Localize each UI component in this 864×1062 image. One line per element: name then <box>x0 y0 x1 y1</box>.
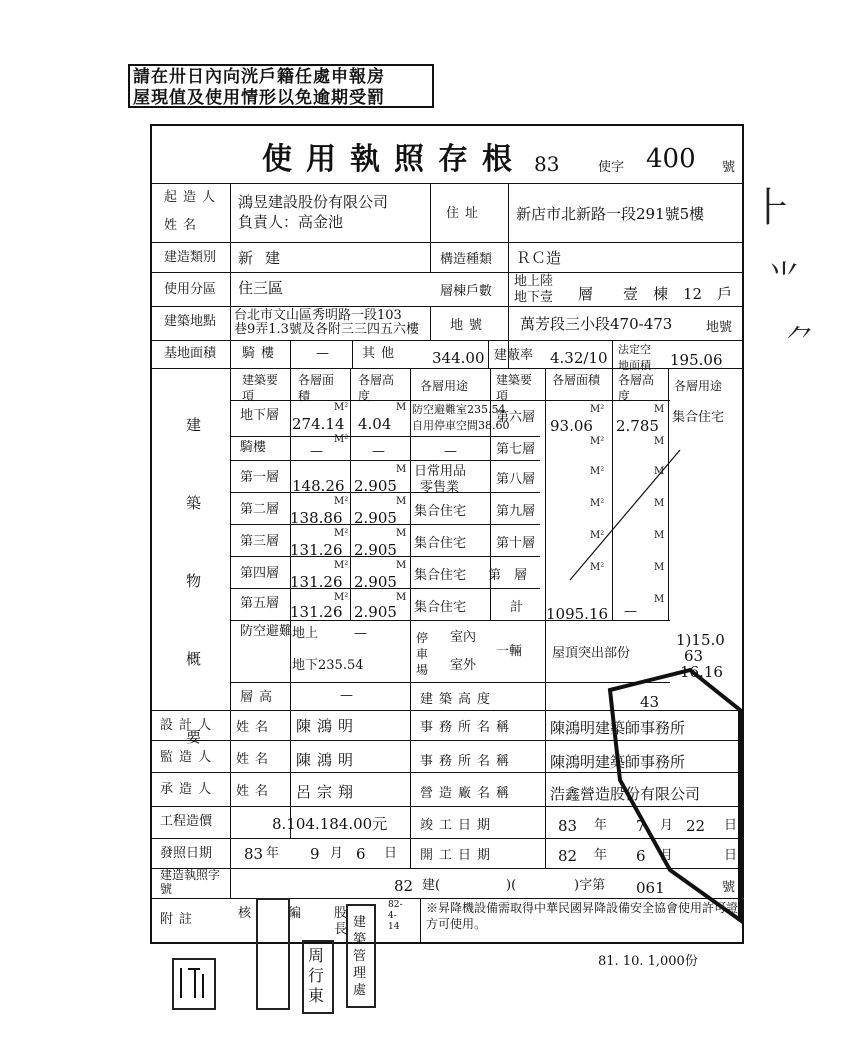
open-area-value: 195.06 <box>670 351 723 369</box>
floor-name: 第十層 <box>496 536 536 551</box>
builder-name-label: 姓名 <box>164 218 203 233</box>
col-use-header: 各層用途 <box>420 379 469 393</box>
year-char: 年 <box>594 848 608 863</box>
unit-m2: M² <box>590 404 605 415</box>
unit-m: M <box>396 592 407 603</box>
builder-label: 起造人 <box>164 190 222 205</box>
completion-label: 竣工日期 <box>420 818 497 833</box>
floor-height: 2.785 <box>616 417 659 435</box>
floor-name: 第七層 <box>496 442 536 457</box>
grid-line <box>420 898 421 942</box>
unit-m2: M² <box>334 560 349 571</box>
roof-value-3: 16.16 <box>680 663 723 681</box>
edge-mark: ⺌ <box>768 258 801 296</box>
supervisor-office-label: 事務所名稱 <box>420 754 516 769</box>
floors-above: 地上陸 <box>514 274 554 289</box>
completion-day: 22 <box>686 817 706 835</box>
grid-line <box>150 306 744 307</box>
col-area-header: 各層面積 <box>298 373 335 403</box>
seal-text: 建築管理處 <box>353 915 367 998</box>
arcade-value: — <box>316 346 329 361</box>
floors-label: 層棟戶數 <box>440 284 493 299</box>
unit-m: M <box>654 594 665 605</box>
void-slash <box>560 440 690 590</box>
floor-use: 集合住宅 <box>414 504 467 519</box>
floor-height: 2.905 <box>354 603 397 621</box>
floors-text: 層 壹 棟 12 戶 <box>578 285 733 303</box>
floor-name: 第六層 <box>496 410 536 425</box>
unit-m: M <box>654 530 665 541</box>
grid-line <box>230 183 231 898</box>
building-height-value: 43 <box>640 693 660 711</box>
year-char: 年 <box>266 846 280 861</box>
floor-name: 第 層 <box>488 568 528 583</box>
unit-m: M <box>654 562 665 573</box>
area-label: 基地面積 <box>164 346 217 361</box>
roof-value-2: 63 <box>684 647 704 665</box>
day-char: 日 <box>384 846 398 861</box>
unit-m2: M² <box>334 496 349 507</box>
contractor-name: 呂宗翔 <box>296 783 360 801</box>
floor-use: 集合住宅 <box>672 410 725 425</box>
floor-area: 138.86 <box>290 509 343 527</box>
floor-name: 騎樓 <box>240 440 267 455</box>
grid-line <box>150 340 744 341</box>
designer-name-label: 姓名 <box>236 720 275 735</box>
zone-label: 使用分區 <box>164 282 217 297</box>
floor-use: — <box>444 444 457 459</box>
unit-m: M <box>396 528 407 539</box>
grid-line <box>230 460 540 461</box>
month-char: 月 <box>330 846 344 861</box>
floor-use: 日常用品 <box>414 464 467 479</box>
year-char: 年 <box>594 818 608 833</box>
floor-height: — <box>372 444 385 459</box>
official-seal <box>172 958 216 1010</box>
designer-name: 陳鴻明 <box>296 717 360 735</box>
floor-name: 計 <box>510 600 524 615</box>
roof-label: 屋頂突出部份 <box>552 646 631 661</box>
review-label: 核 <box>238 906 252 921</box>
permit-num: 061 <box>636 879 665 897</box>
floor-area: 1095.16 <box>546 605 609 623</box>
grid-line <box>150 183 744 184</box>
lot: 萬芳段三小段470-473 <box>520 315 673 333</box>
issue-day: 6 <box>356 845 366 863</box>
other-label: 其他 <box>362 346 401 361</box>
review-stamp <box>256 898 290 1010</box>
build-type: 新建 <box>238 249 293 267</box>
floor-height-label: 層高 <box>240 690 279 705</box>
seal-stroke <box>194 968 196 998</box>
building-height-label: 建築高度 <box>420 692 497 707</box>
unit-m2: M² <box>334 402 349 413</box>
grid-line <box>545 710 546 868</box>
coverage-label: 建蔽率 <box>494 348 534 363</box>
completion-month: 7 <box>636 817 646 835</box>
unit-m2: M² <box>590 498 605 509</box>
remarks-note: ※昇降機設備需取得中華民國昇降設備安全協會使用許可證方可使用。 <box>426 901 739 931</box>
shelter-below: 地下235.54 <box>292 658 364 673</box>
issue-year: 83 <box>244 845 264 863</box>
cost-value: 8.104.184.00元 <box>272 815 388 833</box>
grid-line <box>612 340 613 368</box>
floor-use: 集合住宅 <box>414 600 467 615</box>
day-char: 日 <box>724 848 738 863</box>
corner-stamp <box>600 660 750 930</box>
grid-line <box>410 710 411 868</box>
site-line-2: 巷9弄1.3號及各附三三四五六樓 <box>234 322 419 337</box>
floor-name: 地下層 <box>240 408 280 423</box>
notice-box <box>128 64 434 108</box>
floor-use: 集合住宅 <box>414 536 467 551</box>
grid-line <box>150 272 744 273</box>
builder-name: 鴻昱建設股份有限公司 <box>238 193 389 211</box>
contractor-label: 承造人 <box>160 782 218 797</box>
unit-m2: M² <box>590 466 605 477</box>
seal-stroke <box>180 968 182 998</box>
unit-m: M <box>396 496 407 507</box>
unit-m: M <box>654 436 665 447</box>
structure-label: 構造種類 <box>440 252 493 267</box>
floor-height: — <box>624 604 637 619</box>
site-line-1: 台北市文山區秀明路一段103 <box>234 308 402 323</box>
unit-m2: M² <box>334 592 349 603</box>
parking-indoor: 室內 <box>450 630 477 645</box>
clerk-name: 周行東 <box>308 946 325 1005</box>
unit-m2: M² <box>334 434 349 445</box>
grid-line <box>430 306 431 340</box>
permit-no-label: 建造執照字號 <box>160 868 221 896</box>
month-char: 月 <box>660 848 674 863</box>
shelter-above-label: 地上 <box>292 626 319 641</box>
floor-height-value: — <box>340 688 353 703</box>
floor-name: 第四層 <box>240 566 280 581</box>
parking-label: 停車場 <box>416 631 429 677</box>
col-area-header-2: 各層面積 <box>552 373 601 387</box>
issue-label: 發照日期 <box>160 846 213 861</box>
floor-name: 第二層 <box>240 502 280 517</box>
grid-line <box>290 368 291 710</box>
permit-mid-2: )字第 <box>574 878 606 893</box>
shelter-label: 防空避難 <box>240 624 293 639</box>
address: 新店市北新路一段291號5樓 <box>516 205 705 223</box>
contractor-firm-label: 營造廠名稱 <box>420 786 516 801</box>
grid-line <box>230 436 540 437</box>
chief-label: 股長 <box>334 906 348 937</box>
month-char: 月 <box>660 818 674 833</box>
grid-line <box>150 242 744 243</box>
form-title: 使用執照存根 <box>262 142 526 177</box>
col-item-header-2: 建築要項 <box>496 373 533 403</box>
grid-line <box>545 368 546 710</box>
issue-month: 9 <box>310 845 320 863</box>
edge-mark: ⺊ <box>752 185 792 231</box>
lot-label: 地號 <box>450 318 489 333</box>
unit-m2: M² <box>334 528 349 539</box>
date-stamp: 82-4-14 <box>388 900 403 932</box>
grid-line <box>410 368 411 710</box>
unit-m: M <box>654 404 665 415</box>
floor-height: 2.905 <box>354 573 397 591</box>
grid-line <box>290 340 291 368</box>
supervisor-name: 陳鴻明 <box>296 751 360 769</box>
designer-label: 設計人 <box>160 718 218 733</box>
grid-line <box>352 340 353 368</box>
seal-stroke <box>202 974 204 998</box>
unit-m: M <box>654 466 665 477</box>
unit-m2: M² <box>590 530 605 541</box>
supervisor-office: 陳鴻明建築師事務所 <box>550 753 686 771</box>
start-year: 82 <box>558 847 578 865</box>
completion-year: 83 <box>558 817 578 835</box>
structure: ＲＣ造 <box>516 249 562 267</box>
floor-name: 第三層 <box>240 534 280 549</box>
start-label: 開工日期 <box>420 848 497 863</box>
contractor-name-label: 姓名 <box>236 784 275 799</box>
floors-below: 地下壹 <box>514 290 554 305</box>
floor-height: 4.04 <box>358 415 392 433</box>
grid-line <box>508 183 509 368</box>
designer-office: 陳鴻明建築師事務所 <box>550 719 686 737</box>
start-month: 6 <box>636 847 646 865</box>
remarks-label: 附註 <box>160 912 199 927</box>
parking-outdoor: 室外 <box>450 658 477 673</box>
compile-label: 編 <box>288 906 302 921</box>
arcade-label: 騎樓 <box>242 346 281 361</box>
floor-area: 131.26 <box>290 603 343 621</box>
col-height-header-2: 各層高度 <box>618 373 655 403</box>
permit-jian: 建( <box>422 878 441 893</box>
floor-name: 第八層 <box>496 472 536 487</box>
build-type-label: 建造類別 <box>164 250 217 265</box>
contractor-firm: 浩鑫營造股份有限公司 <box>550 785 701 803</box>
permit-hao: 號 <box>722 160 736 175</box>
floor-area: 131.26 <box>290 541 343 559</box>
grid-line <box>350 368 351 620</box>
col-height-header: 各層高度 <box>358 373 395 403</box>
clerk-stamp <box>302 940 334 1014</box>
floor-name: 第九層 <box>496 504 536 519</box>
permit-mid-1: )( <box>506 878 517 893</box>
open-area-label: 法定空地面積 <box>618 343 651 372</box>
shelter-above-value: — <box>354 626 367 641</box>
unit-m2: M² <box>590 436 605 447</box>
day-char: 日 <box>724 818 738 833</box>
unit-m: M <box>396 464 407 475</box>
permit-year: 83 <box>534 152 560 176</box>
grid-line <box>488 340 489 368</box>
floor-height: 2.905 <box>354 541 397 559</box>
other-value: 344.00 <box>432 349 485 367</box>
unit-m: M <box>396 560 407 571</box>
supervisor-name-label: 姓名 <box>236 752 275 767</box>
col-use-header-2: 各層用途 <box>674 379 723 393</box>
floor-area: 148.26 <box>292 477 345 495</box>
col-item-header: 建築要項 <box>242 373 279 403</box>
floor-name: 第一層 <box>240 470 280 485</box>
floor-name: 第五層 <box>240 596 280 611</box>
designer-office-label: 事務所名稱 <box>420 720 516 735</box>
building-section-label: 建築物概要 <box>186 416 202 746</box>
grid-line <box>230 400 670 401</box>
edge-mark: ⺈ <box>786 323 815 356</box>
notice-line-1: 請在卅日內向洸戶籍任處申報房 <box>133 67 385 87</box>
address-label: 住址 <box>446 206 485 221</box>
permit-char-label: 使字 <box>598 160 625 175</box>
unit-m2: M² <box>590 562 605 573</box>
permit-prefix: 82 <box>394 877 414 895</box>
floor-height: 2.905 <box>354 477 397 495</box>
floor-area: — <box>310 444 323 459</box>
permit-hao: 號 <box>722 880 736 895</box>
floor-use: 防空避難室235.54 <box>412 403 506 416</box>
floor-area: 131.26 <box>290 573 343 591</box>
parking-value: 一輛 <box>496 644 523 659</box>
print-info: 81. 10. 1,000份 <box>598 954 698 969</box>
zone: 住三區 <box>238 279 284 297</box>
unit-m: M <box>396 402 407 413</box>
site-label: 建築地點 <box>164 314 217 329</box>
floor-area: 274.14 <box>292 415 345 433</box>
floor-height: 2.905 <box>354 509 397 527</box>
notice-line-2: 屋現值及使用情形以免逾期受罰 <box>133 88 385 108</box>
floor-use-2: 零售業 <box>420 480 460 495</box>
seal-text-stamp <box>346 904 376 1008</box>
grid-line <box>430 183 431 272</box>
coverage-value: 4.32/10 <box>550 349 608 367</box>
builder-rep: 負責人：高金池 <box>238 213 344 231</box>
roof-value-1: 1)15.0 <box>676 631 725 649</box>
permit-number: 400 <box>646 144 696 174</box>
unit-m: M <box>654 498 665 509</box>
floor-area: 93.06 <box>550 417 593 435</box>
supervisor-label: 監造人 <box>160 750 218 765</box>
floor-use-2: 自用停車空間38.60 <box>412 419 510 432</box>
cost-label: 工程造價 <box>160 814 213 829</box>
floor-use: 集合住宅 <box>414 568 467 583</box>
lot-suffix: 地號 <box>706 320 733 335</box>
